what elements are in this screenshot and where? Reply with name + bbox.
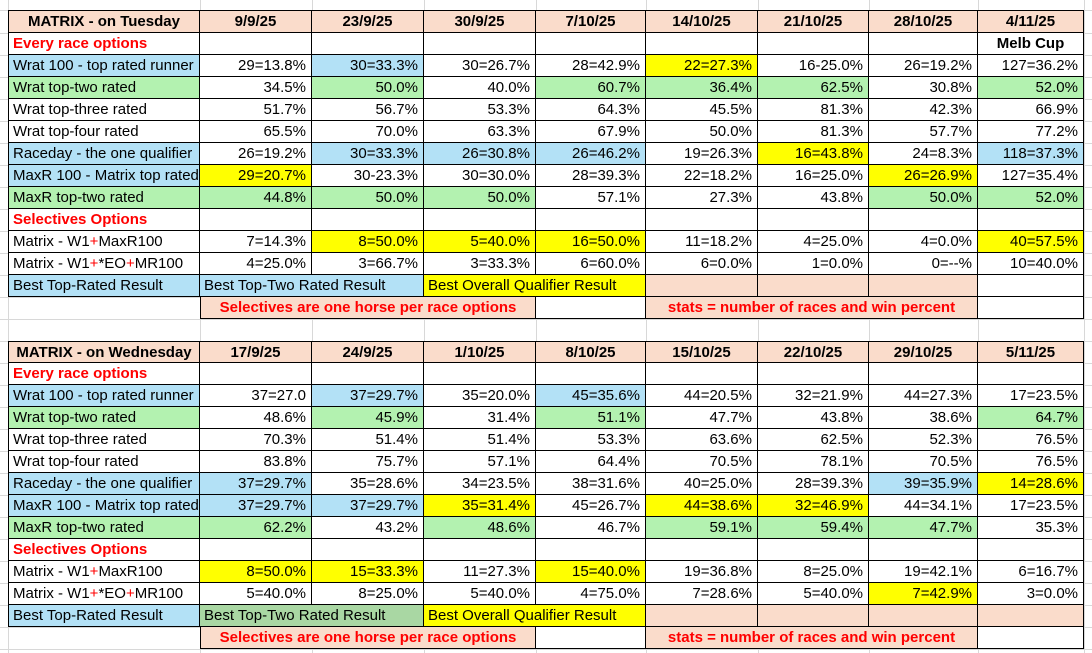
note-cell[interactable]: Melb Cup — [978, 33, 1084, 55]
row-label[interactable]: Raceday - the one qualifier — [8, 473, 200, 495]
label-part: Matrix - W1 — [13, 585, 90, 602]
selectives-note[interactable]: Selectives are one horse per race options — [200, 627, 536, 649]
data-cell[interactable]: 43.8% — [758, 407, 869, 429]
data-cell[interactable]: 77.2% — [978, 121, 1084, 143]
data-cell[interactable]: 76.5% — [978, 429, 1084, 451]
data-cell[interactable]: 52.0% — [978, 187, 1084, 209]
section-label[interactable]: Selectives Options — [8, 209, 200, 231]
matrix-tuesday-table — [8, 10, 1084, 319]
section-label[interactable]: Every race options — [8, 363, 200, 385]
data-cell[interactable] — [312, 209, 424, 231]
date-header[interactable]: 28/10/25 — [869, 10, 978, 33]
data-cell[interactable]: 64.7% — [978, 407, 1084, 429]
data-cell[interactable]: 43.8% — [758, 187, 869, 209]
data-cell[interactable]: 6=60.0% — [536, 253, 646, 275]
label-part: + — [125, 255, 135, 272]
data-cell[interactable]: 26=19.2% — [869, 55, 978, 77]
data-cell[interactable]: 16=25.0% — [758, 165, 869, 187]
label-part: + — [89, 585, 99, 602]
data-cell[interactable]: 51.7% — [200, 99, 312, 121]
data-cell[interactable] — [869, 539, 978, 561]
data-cell[interactable]: 52.3% — [869, 429, 978, 451]
data-cell[interactable]: 50.0% — [646, 121, 758, 143]
data-cell[interactable] — [978, 363, 1084, 385]
label-part: MR100 — [134, 585, 184, 602]
data-cell[interactable]: 63.6% — [646, 429, 758, 451]
data-cell[interactable]: 16=43.8% — [758, 143, 869, 165]
stats-note[interactable]: stats = number of races and win percent — [646, 627, 978, 649]
data-cell[interactable] — [536, 33, 646, 55]
data-cell[interactable]: 70.0% — [312, 121, 424, 143]
data-cell[interactable]: 27.3% — [646, 187, 758, 209]
data-cell[interactable]: 51.1% — [536, 407, 646, 429]
data-cell[interactable]: 70.3% — [200, 429, 312, 451]
data-cell[interactable]: 30.8% — [869, 77, 978, 99]
row-label[interactable]: Wrat 100 - top rated runner — [8, 385, 200, 407]
data-cell[interactable]: 8=25.0% — [312, 583, 424, 605]
label-part: + — [89, 563, 99, 580]
data-cell[interactable]: 45=26.7% — [536, 495, 646, 517]
data-cell[interactable] — [758, 539, 869, 561]
data-cell[interactable]: 4=75.0% — [536, 583, 646, 605]
data-cell[interactable]: 67.9% — [536, 121, 646, 143]
legend-blank-cell[interactable] — [758, 605, 869, 627]
label-part: *EO — [98, 585, 126, 602]
data-cell[interactable]: 22=18.2% — [646, 165, 758, 187]
table-title[interactable]: MATRIX - on Tuesday — [8, 10, 200, 33]
data-cell[interactable]: 52.0% — [978, 77, 1084, 99]
data-cell[interactable] — [536, 363, 646, 385]
date-header[interactable]: 1/10/25 — [424, 341, 536, 363]
data-cell[interactable]: 50.0% — [312, 187, 424, 209]
data-cell[interactable]: 81.3% — [758, 121, 869, 143]
legend-blank-cell[interactable] — [869, 605, 978, 627]
label-part: + — [125, 585, 135, 602]
selectives-note[interactable]: Selectives are one horse per race options — [200, 297, 536, 319]
data-cell[interactable]: 57.1% — [536, 187, 646, 209]
data-cell[interactable]: 60.7% — [536, 77, 646, 99]
blank-cell — [8, 297, 200, 319]
data-cell[interactable]: 7=28.6% — [646, 583, 758, 605]
label-part: Matrix - W1 — [13, 563, 90, 580]
row-label[interactable] — [8, 583, 200, 605]
date-header[interactable]: 17/9/25 — [200, 341, 312, 363]
data-cell[interactable]: 64.4% — [536, 451, 646, 473]
legend-best-overall[interactable]: Best Overall Qualifier Result — [424, 275, 646, 297]
legend-best-overall[interactable]: Best Overall Qualifier Result — [424, 605, 646, 627]
row-label[interactable]: Wrat top-four rated — [8, 121, 200, 143]
data-cell[interactable]: 16-25.0% — [758, 55, 869, 77]
data-cell[interactable]: 17=23.5% — [978, 385, 1084, 407]
data-cell[interactable]: 44=38.6% — [646, 495, 758, 517]
data-cell[interactable]: 7=14.3% — [200, 231, 312, 253]
data-cell[interactable]: 0=--% — [869, 253, 978, 275]
data-cell[interactable]: 37=29.7% — [312, 495, 424, 517]
data-cell[interactable]: 37=29.7% — [200, 473, 312, 495]
gridline — [1084, 0, 1085, 653]
data-cell[interactable] — [424, 209, 536, 231]
data-cell[interactable] — [536, 539, 646, 561]
data-cell[interactable]: 34.5% — [200, 77, 312, 99]
data-cell[interactable]: 30=33.3% — [312, 55, 424, 77]
date-header[interactable]: 24/9/25 — [312, 341, 424, 363]
data-cell[interactable]: 19=42.1% — [869, 561, 978, 583]
data-cell[interactable]: 4=0.0% — [869, 231, 978, 253]
data-cell[interactable]: 53.3% — [424, 99, 536, 121]
row-label[interactable] — [8, 231, 200, 253]
stats-note[interactable]: stats = number of races and win percent — [646, 297, 978, 319]
data-cell[interactable]: 3=0.0% — [978, 583, 1084, 605]
gridline — [0, 319, 1092, 320]
data-cell[interactable]: 7=42.9% — [869, 583, 978, 605]
data-cell[interactable]: 5=40.0% — [200, 583, 312, 605]
data-cell[interactable]: 37=27.0 — [200, 385, 312, 407]
data-cell[interactable]: 76.5% — [978, 451, 1084, 473]
data-cell[interactable] — [424, 33, 536, 55]
data-cell[interactable]: 5=40.0% — [424, 583, 536, 605]
data-cell[interactable]: 62.5% — [758, 429, 869, 451]
data-cell[interactable]: 66.9% — [978, 99, 1084, 121]
date-header[interactable]: 5/11/25 — [978, 341, 1084, 363]
data-cell[interactable]: 56.7% — [312, 99, 424, 121]
date-header[interactable]: 21/10/25 — [758, 10, 869, 33]
label-part: MaxR100 — [98, 563, 163, 580]
data-cell[interactable]: 44=27.3% — [869, 385, 978, 407]
data-cell[interactable]: 59.4% — [758, 517, 869, 539]
data-cell[interactable]: 28=42.9% — [536, 55, 646, 77]
row-label[interactable]: MaxR 100 - Matrix top rated — [8, 165, 200, 187]
row-label[interactable]: Wrat top-three rated — [8, 429, 200, 451]
data-cell[interactable]: 6=16.7% — [978, 561, 1084, 583]
data-cell[interactable]: 3=33.3% — [424, 253, 536, 275]
date-header[interactable]: 15/10/25 — [646, 341, 758, 363]
data-cell[interactable]: 127=35.4% — [978, 165, 1084, 187]
data-cell[interactable]: 47.7% — [646, 407, 758, 429]
date-header[interactable]: 30/9/25 — [424, 10, 536, 33]
data-cell[interactable]: 5=40.0% — [424, 231, 536, 253]
data-cell[interactable]: 40=57.5% — [978, 231, 1084, 253]
row-label[interactable] — [8, 561, 200, 583]
legend-blank-cell[interactable] — [646, 605, 758, 627]
data-cell[interactable] — [200, 209, 312, 231]
data-cell[interactable]: 39=35.9% — [869, 473, 978, 495]
data-cell[interactable]: 44=34.1% — [869, 495, 978, 517]
data-cell[interactable] — [978, 539, 1084, 561]
data-cell[interactable]: 37=29.7% — [200, 495, 312, 517]
label-part: + — [89, 233, 99, 250]
data-cell[interactable]: 35=28.6% — [312, 473, 424, 495]
data-cell[interactable]: 35=31.4% — [424, 495, 536, 517]
date-header[interactable]: 29/10/25 — [869, 341, 978, 363]
row-label[interactable]: Wrat top-two rated — [8, 77, 200, 99]
data-cell[interactable] — [536, 209, 646, 231]
data-cell[interactable]: 26=26.9% — [869, 165, 978, 187]
row-label[interactable]: MaxR top-two rated — [8, 517, 200, 539]
data-cell[interactable]: 35=20.0% — [424, 385, 536, 407]
data-cell[interactable]: 70.5% — [646, 451, 758, 473]
data-cell[interactable] — [312, 363, 424, 385]
data-cell[interactable]: 38.6% — [869, 407, 978, 429]
section-label[interactable]: Selectives Options — [8, 539, 200, 561]
blank-cell — [8, 627, 200, 649]
data-cell[interactable]: 8=25.0% — [758, 561, 869, 583]
data-cell[interactable]: 81.3% — [758, 99, 869, 121]
data-cell[interactable] — [869, 363, 978, 385]
data-cell[interactable]: 19=36.8% — [646, 561, 758, 583]
legend-blank-cell[interactable] — [758, 275, 869, 297]
date-header[interactable]: 22/10/25 — [758, 341, 869, 363]
legend-best-top-rated[interactable]: Best Top-Rated Result — [8, 605, 200, 627]
data-cell[interactable]: 29=20.7% — [200, 165, 312, 187]
data-cell[interactable]: 45.5% — [646, 99, 758, 121]
data-cell[interactable]: 8=50.0% — [200, 561, 312, 583]
data-cell[interactable]: 38=31.6% — [536, 473, 646, 495]
data-cell[interactable]: 1=0.0% — [758, 253, 869, 275]
row-label[interactable]: Wrat 100 - top rated runner — [8, 55, 200, 77]
table-title[interactable]: MATRIX - on Wednesday — [8, 341, 200, 363]
data-cell[interactable] — [758, 363, 869, 385]
data-cell[interactable]: 11=18.2% — [646, 231, 758, 253]
legend-blank-cell[interactable] — [978, 275, 1084, 297]
data-cell[interactable] — [646, 363, 758, 385]
data-cell[interactable]: 28=39.3% — [536, 165, 646, 187]
data-cell[interactable] — [200, 33, 312, 55]
data-cell[interactable]: 32=46.9% — [758, 495, 869, 517]
data-cell[interactable]: 26=30.8% — [424, 143, 536, 165]
data-cell[interactable]: 15=33.3% — [312, 561, 424, 583]
data-cell[interactable]: 44=20.5% — [646, 385, 758, 407]
legend-best-top-rated[interactable]: Best Top-Rated Result — [8, 275, 200, 297]
data-cell[interactable]: 40.0% — [424, 77, 536, 99]
blank-cell[interactable] — [978, 297, 1084, 319]
data-cell[interactable] — [312, 539, 424, 561]
row-label[interactable]: Wrat top-three rated — [8, 99, 200, 121]
legend-best-top-two[interactable]: Best Top-Two Rated Result — [200, 605, 424, 627]
data-cell[interactable]: 14=28.6% — [978, 473, 1084, 495]
data-cell[interactable]: 15=40.0% — [536, 561, 646, 583]
legend-blank-cell[interactable] — [646, 275, 758, 297]
data-cell[interactable] — [758, 33, 869, 55]
data-cell[interactable]: 37=29.7% — [312, 385, 424, 407]
data-cell[interactable]: 45=35.6% — [536, 385, 646, 407]
blank-cell[interactable] — [978, 627, 1084, 649]
data-cell[interactable] — [424, 363, 536, 385]
data-cell[interactable]: 17=23.5% — [978, 495, 1084, 517]
data-cell[interactable]: 63.3% — [424, 121, 536, 143]
date-header[interactable]: 8/10/25 — [536, 341, 646, 363]
data-cell[interactable]: 10=40.0% — [978, 253, 1084, 275]
data-cell[interactable] — [424, 539, 536, 561]
data-cell[interactable]: 57.7% — [869, 121, 978, 143]
data-cell[interactable]: 30=30.0% — [424, 165, 536, 187]
data-cell[interactable]: 70.5% — [869, 451, 978, 473]
data-cell[interactable]: 30-23.3% — [312, 165, 424, 187]
data-cell[interactable]: 62.2% — [200, 517, 312, 539]
data-cell[interactable] — [758, 209, 869, 231]
data-cell[interactable]: 19=26.3% — [646, 143, 758, 165]
data-cell[interactable]: 75.7% — [312, 451, 424, 473]
data-cell[interactable]: 40=25.0% — [646, 473, 758, 495]
label-part: MR100 — [134, 255, 184, 272]
data-cell[interactable] — [869, 33, 978, 55]
data-cell[interactable]: 28=39.3% — [758, 473, 869, 495]
data-cell[interactable]: 127=36.2% — [978, 55, 1084, 77]
data-cell[interactable]: 4=25.0% — [758, 231, 869, 253]
data-cell[interactable]: 46.7% — [536, 517, 646, 539]
data-cell[interactable]: 22=27.3% — [646, 55, 758, 77]
data-cell[interactable]: 44.8% — [200, 187, 312, 209]
data-cell[interactable]: 78.1% — [758, 451, 869, 473]
data-cell[interactable]: 51.4% — [312, 429, 424, 451]
data-cell[interactable]: 5=40.0% — [758, 583, 869, 605]
data-cell[interactable]: 43.2% — [312, 517, 424, 539]
row-label[interactable] — [8, 253, 200, 275]
data-cell[interactable]: 118=37.3% — [978, 143, 1084, 165]
label-part: + — [89, 255, 99, 272]
data-cell[interactable]: 30=33.3% — [312, 143, 424, 165]
data-cell[interactable] — [646, 33, 758, 55]
data-cell[interactable]: 57.1% — [424, 451, 536, 473]
data-cell[interactable]: 11=27.3% — [424, 561, 536, 583]
data-cell[interactable]: 47.7% — [869, 517, 978, 539]
data-cell[interactable]: 8=50.0% — [312, 231, 424, 253]
data-cell[interactable] — [312, 33, 424, 55]
date-header[interactable]: 14/10/25 — [646, 10, 758, 33]
date-header[interactable]: 23/9/25 — [312, 10, 424, 33]
data-cell[interactable]: 59.1% — [646, 517, 758, 539]
blank-cell[interactable] — [536, 627, 646, 649]
section-label[interactable]: Every race options — [8, 33, 200, 55]
data-cell[interactable]: 51.4% — [424, 429, 536, 451]
label-part: MaxR100 — [98, 233, 163, 250]
row-label[interactable]: Wrat top-four rated — [8, 451, 200, 473]
row-label[interactable]: MaxR top-two rated — [8, 187, 200, 209]
date-header[interactable]: 4/11/25 — [978, 10, 1084, 33]
data-cell[interactable]: 34=23.5% — [424, 473, 536, 495]
data-cell[interactable]: 26=46.2% — [536, 143, 646, 165]
data-cell[interactable] — [978, 209, 1084, 231]
data-cell[interactable]: 31.4% — [424, 407, 536, 429]
data-cell[interactable]: 48.6% — [424, 517, 536, 539]
legend-blank-cell[interactable] — [869, 275, 978, 297]
data-cell[interactable]: 42.3% — [869, 99, 978, 121]
data-cell[interactable]: 35.3% — [978, 517, 1084, 539]
gridline — [0, 649, 1092, 650]
row-label[interactable]: MaxR 100 - Matrix top rated — [8, 495, 200, 517]
data-cell[interactable] — [869, 209, 978, 231]
data-cell[interactable]: 45.9% — [312, 407, 424, 429]
data-cell[interactable]: 24=8.3% — [869, 143, 978, 165]
legend-best-top-two[interactable]: Best Top-Two Rated Result — [200, 275, 424, 297]
label-part: *EO — [98, 255, 126, 272]
data-cell[interactable]: 50.0% — [312, 77, 424, 99]
data-cell[interactable]: 48.6% — [200, 407, 312, 429]
data-cell[interactable] — [646, 539, 758, 561]
data-cell[interactable]: 36.4% — [646, 77, 758, 99]
data-cell[interactable]: 50.0% — [869, 187, 978, 209]
data-cell[interactable]: 3=66.7% — [312, 253, 424, 275]
label-part: Matrix - W1 — [13, 233, 90, 250]
matrix-wednesday-table — [8, 341, 1084, 649]
data-cell[interactable]: 32=21.9% — [758, 385, 869, 407]
data-cell[interactable]: 83.8% — [200, 451, 312, 473]
data-cell[interactable] — [200, 539, 312, 561]
data-cell[interactable]: 65.5% — [200, 121, 312, 143]
legend-blank-cell[interactable] — [978, 605, 1084, 627]
label-part: Matrix - W1 — [13, 255, 90, 272]
data-cell[interactable] — [200, 363, 312, 385]
data-cell[interactable]: 29=13.8% — [200, 55, 312, 77]
row-label[interactable]: Wrat top-two rated — [8, 407, 200, 429]
data-cell[interactable]: 62.5% — [758, 77, 869, 99]
row-label[interactable]: Raceday - the one qualifier — [8, 143, 200, 165]
data-cell[interactable] — [646, 209, 758, 231]
data-cell[interactable]: 50.0% — [424, 187, 536, 209]
blank-cell[interactable] — [536, 297, 646, 319]
data-cell[interactable]: 64.3% — [536, 99, 646, 121]
data-cell[interactable]: 16=50.0% — [536, 231, 646, 253]
data-cell[interactable]: 30=26.7% — [424, 55, 536, 77]
data-cell[interactable]: 53.3% — [536, 429, 646, 451]
data-cell[interactable]: 6=0.0% — [646, 253, 758, 275]
data-cell[interactable]: 4=25.0% — [200, 253, 312, 275]
date-header[interactable]: 7/10/25 — [536, 10, 646, 33]
date-header[interactable]: 9/9/25 — [200, 10, 312, 33]
data-cell[interactable]: 26=19.2% — [200, 143, 312, 165]
